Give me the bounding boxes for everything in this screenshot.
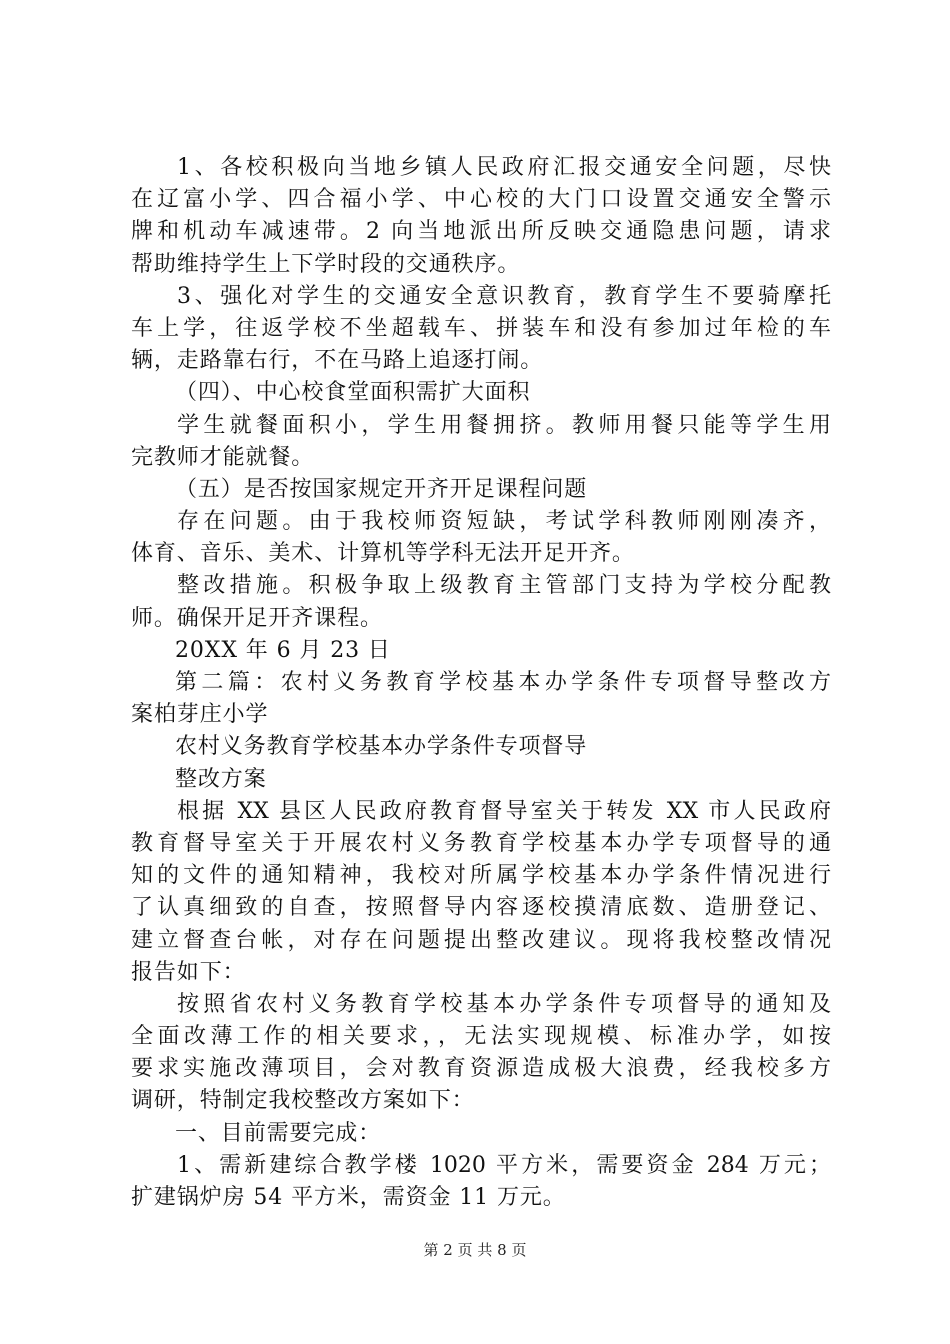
text-line: 车上学，往返学校不坐超载车、拼装车和没有参加过年检的车 <box>131 315 831 341</box>
text-line: 在辽富小学、四合福小学、中心校的大门口设置交通安全警示 <box>131 187 831 213</box>
text-line: 案柏芽庄小学 <box>131 702 269 728</box>
text-line: 了认真细致的自查，按照督导内容逐校摸清底数、造册登记、 <box>131 895 831 921</box>
text-line: 报告如下： <box>131 959 246 985</box>
text-line: 根据 XX 县区人民政府教育督导室关于转发 XX 市人民政府 <box>177 798 831 824</box>
page-footer: 第 2 页 共 8 页 <box>423 1241 527 1259</box>
text-line: 3、强化对学生的交通安全意识教育，教育学生不要骑摩托 <box>177 283 831 309</box>
text-line: 要求实施改薄项目，会对教育资源造成极大浪费，经我校多方 <box>131 1056 831 1082</box>
text-line: 全面改薄工作的相关要求，，无法实现规模、标准办学，如按 <box>131 1024 831 1050</box>
text-line: 教育督导室关于开展农村义务教育学校基本办学专项督导的通 <box>131 830 831 856</box>
text-line: 知的文件的通知精神，我校对所属学校基本办学条件情况进行 <box>131 863 831 889</box>
text-line: 学生就餐面积小，学生用餐拥挤。教师用餐只能等学生用 <box>177 412 831 438</box>
text-line: 体育、音乐、美术、计算机等学科无法开足开齐。 <box>131 541 635 567</box>
text-line: 20XX 年 6 月 23 日 <box>175 637 391 663</box>
text-line: 整改措施。积极争取上级教育主管部门支持为学校分配教 <box>177 573 831 599</box>
text-line: 完教师才能就餐。 <box>131 444 315 470</box>
document-body <box>131 152 831 1214</box>
text-line: 一、目前需要完成： <box>175 1120 382 1146</box>
text-line: 整改方案 <box>175 766 267 792</box>
text-line: 建立督查台帐，对存在问题提出整改建议。现将我校整改情况 <box>131 927 831 953</box>
text-line: 1、需新建综合教学楼 1020 平方米，需要资金 284 万元； <box>177 1152 831 1178</box>
text-line: （五）是否按国家规定开齐开足课程问题 <box>175 476 588 502</box>
text-line: 第二篇：农村义务教育学校基本办学条件专项督导整改方 <box>175 670 831 695</box>
text-line: 调研，特制定我校整改方案如下： <box>131 1088 475 1114</box>
text-line: 帮助维持学生上下学时段的交通秩序。 <box>131 251 521 277</box>
text-line: 存在问题。由于我校师资短缺，考试学科教师刚刚凑齐， <box>177 509 831 535</box>
text-line: 师。确保开足开齐课程。 <box>131 605 383 631</box>
text-line: 牌和机动车减速带。2 向当地派出所反映交通隐患问题，请求 <box>131 219 831 245</box>
text-line: 辆，走路靠右行，不在马路上追逐打闹。 <box>131 348 544 374</box>
text-line: 按照省农村义务教育学校基本办学条件专项督导的通知及 <box>177 991 831 1017</box>
text-line: 1、各校积极向当地乡镇人民政府汇报交通安全问题，尽快 <box>177 155 831 180</box>
text-line: 农村义务教育学校基本办学条件专项督导 <box>175 734 588 760</box>
text-line: （四）、中心校食堂面积需扩大面积 <box>175 380 531 406</box>
text-line: 扩建锅炉房 54 平方米，需资金 11 万元。 <box>131 1185 566 1210</box>
